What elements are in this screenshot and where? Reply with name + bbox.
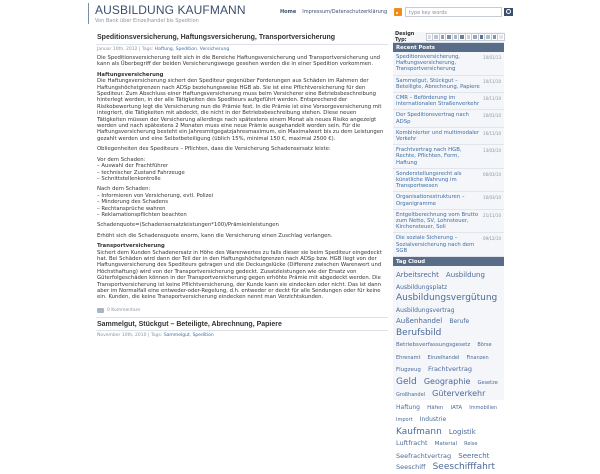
tag-cloud-link[interactable]: Börse [477, 342, 492, 349]
nav-impressum[interactable]: Impressum/Datenschutzerklärung [302, 9, 388, 15]
recent-post-date: 21/11/10 [483, 212, 501, 218]
design-swatch[interactable] [466, 34, 472, 40]
design-swatch[interactable] [479, 34, 485, 40]
brand[interactable] [88, 3, 246, 24]
paragraph: Schadenquote=(Schadensersatzleistungen*100)/Prämieinleistungen [97, 222, 279, 229]
tag-cloud-link[interactable]: Frachtvertrag [428, 365, 473, 374]
post-body [96, 54, 388, 306]
tag-cloud-link[interactable]: Import [396, 417, 413, 424]
tag-cloud-link[interactable]: Flugzeug [396, 367, 421, 374]
recent-post-date: 13/03/10 [483, 148, 501, 154]
recent-post-item[interactable] [393, 110, 504, 127]
tag-cloud-link[interactable]: Haftung [396, 403, 420, 411]
paragraph: Die Speditionsversicherung teilt sich in die Bereiche Haftungsversicherung und Transportversicherung und kann als Überbegriff der beiden Versicherungswege gesehen werden die in einer Spedition vorkommen. [97, 55, 381, 68]
paragraph: Nach dem Schaden: – Informieren von Versicherung, evtl. Polizei – Minderung des Schadens – Rechtansprüche wahren – Reklamationspflichten beachten [97, 186, 214, 218]
recent-post-title[interactable]: Sonderstellungsrecht als künstliche Wahrung im Transportwesen [396, 170, 462, 190]
tag-cloud-link[interactable]: Außenhandel [396, 317, 443, 326]
recent-post-date: 10/01/13 [483, 55, 501, 60]
tag-link[interactable]: Sammelgut [163, 332, 190, 338]
tag-cloud-link[interactable]: Häfen [427, 404, 444, 411]
design-swatch[interactable] [446, 34, 452, 40]
recent-posts-heading: Recent Posts [393, 43, 504, 52]
tag-cloud-link[interactable]: Einzelhandel [427, 354, 460, 361]
tag-cloud-link[interactable]: Ausbildung [445, 271, 485, 280]
recent-post-title[interactable]: Der Speditionsvertrag nach ADSp [396, 112, 469, 125]
design-swatch[interactable] [427, 34, 433, 40]
recent-post-title[interactable]: Entgeltberechnung vom Brutto zum Netto, SV, Lohnsteuer, Kirchensteuer, Soli [396, 211, 479, 231]
tag-cloud-link[interactable]: Seefrachtvertrag [396, 451, 452, 460]
top-nav [280, 9, 387, 15]
recent-post-item[interactable] [393, 192, 504, 209]
site-subtitle: Von Bank über Einzelhandel bis Spedition [95, 18, 199, 24]
recent-post-date: 10/11/10 [483, 96, 501, 102]
recent-post-title[interactable]: Organisationsstrukturen – Organigramme [396, 194, 465, 207]
recent-post-date: 16/11/10 [483, 130, 501, 136]
paragraph: Obliegenheiten des Spediteurs – Pflichten, dass die Versicherung Schadensersatz leiste: [97, 146, 331, 153]
recent-post-date: 10/01/10 [483, 113, 501, 119]
paragraph: Sichert dem Kunden Schadenersatz in Höhe des Warenwertes zu falls dieser sie beim Spediteur eingedeckt hat. Bei Schäden wird dann der Teil der in den Haftungshöchstgrenzen nach ADSp bzw. HGB liegt von der Haftungsversicherung des Spediteurs getragen und die Deckungslücke (Differenz zwischen Warenwert und Höchsthaftung) wird von der Transportversicherung gedeckt. Zusatzleistungen wie der Ersatz von Güterfolgeschäden können in der Transportversicherung gegen erhöhte Prämie mit abgedeckt werden. Die Transportversicherung ist keine Pflichtversicherung, der Kunde kann sie eindecken oder nicht. Das ist dann aber im Normalfall eine entweder-oder-Regelung, d.h. entweder er deckt für alle Sendungen oder für keine ein. Kunden, die keine Transportversicherung eindecken nennt man Verzichtskunden. [97, 249, 382, 301]
post-title[interactable]: Sammelgut, Stückgut – Beteiligte, Abrechnung, Papiere [96, 318, 388, 331]
tag-cloud-link[interactable]: Geographie [423, 376, 471, 386]
recent-post-title[interactable]: Sammelgut, Stückgut – Beteiligte, Abrechnung, Papiere [396, 77, 480, 90]
tag-cloud-link[interactable]: Industrie [419, 416, 447, 424]
recent-post-title[interactable]: Frachtvertrag nach HGB, Rechte, Pflichten, Form, Haftung [396, 147, 462, 166]
recent-post-item[interactable] [393, 210, 504, 234]
recent-post-item[interactable] [393, 145, 504, 169]
tag-cloud-link[interactable]: Luftfracht [396, 439, 428, 448]
search-input[interactable]: type key words [405, 7, 502, 17]
main-content [96, 32, 388, 400]
tag-cloud-link[interactable]: Ausbildungsvertrag [396, 306, 455, 314]
design-swatch[interactable] [459, 34, 465, 40]
recent-post-date: 10/11/10 [483, 78, 501, 84]
recent-post-date: 06/03/10 [483, 171, 501, 177]
tags-label: Tags: [141, 47, 154, 52]
recent-post-item[interactable] [393, 233, 504, 257]
rss-icon[interactable] [394, 8, 402, 16]
tag-cloud-link[interactable]: Betriebsverfassungsgesetz [396, 342, 471, 349]
recent-post-item[interactable] [393, 169, 504, 193]
tag-cloud-link[interactable]: Immobilien [469, 404, 498, 411]
post-meta: November 10th, 2010 | Tags: Sammelgut, Spedition [97, 332, 214, 338]
design-swatch[interactable] [433, 34, 439, 40]
post-date: Januar 10th, 2012 [97, 47, 138, 52]
tag-cloud-link[interactable]: Ehrenamt [396, 354, 421, 361]
tag-cloud-link[interactable]: Ausbildungsvergütung [396, 293, 498, 304]
tag-cloud-link[interactable]: IATA [450, 404, 463, 411]
design-swatch[interactable] [472, 34, 478, 40]
tag-cloud-link[interactable]: Logistik [448, 427, 476, 436]
tag-cloud-link[interactable]: Seeschifffahrt [432, 462, 496, 473]
post-meta: Januar 10th, 2012 | Tags: Haftung, Spedition, Versicherung [97, 47, 230, 52]
tag-cloud-link[interactable]: Seeschiff [396, 463, 426, 472]
tag-cloud-link[interactable]: Berufe [449, 318, 470, 326]
tag-cloud [393, 266, 504, 474]
tag-cloud-link[interactable]: Güterverkehr [432, 389, 486, 399]
comments-count[interactable]: 0 Kommentare [107, 307, 141, 313]
tag-cloud-link[interactable]: Gesetze [477, 379, 498, 386]
tag-cloud-link[interactable]: Arbeitsrecht [396, 271, 439, 280]
recent-post-item[interactable] [393, 52, 504, 76]
tag-cloud-link[interactable]: Seerecht [458, 451, 490, 460]
tag-link[interactable]: Versicherung [199, 47, 230, 52]
tag-cloud-heading: Tag Cloud [393, 257, 504, 266]
tag-link[interactable]: Haftung [154, 47, 173, 52]
tag-link[interactable]: Spedition [175, 47, 197, 52]
tag-cloud-link[interactable]: Reise [464, 441, 478, 448]
tag-cloud-link[interactable]: Finanzen [466, 354, 489, 361]
recent-post-title[interactable]: Kombinierter und multimodaler Verkehr [396, 129, 480, 143]
recent-post-item[interactable] [393, 93, 504, 110]
design-type-selector [393, 32, 504, 43]
design-swatch[interactable] [485, 34, 491, 40]
recent-post-date: 09/12/10 [483, 236, 501, 242]
sidebar [393, 31, 504, 473]
tags-label: Tags: [150, 332, 163, 338]
comments-link[interactable] [96, 306, 388, 315]
paragraph: Die Haftungsversicherung sichert den Spediteur gegenüber Forderungen aus Schäden im Rahmen der Haftungshöchstgrenzen nach ADSp beziehungsweise HGB ab. Sie ist eine Pflichtversicherung für den Spediteur. Zum Abschluss einer Haftungsversicherung muss beim Versicherer eine Betriebsbeschreibung hinterlegt werden, in der alle Tätigkeiten des Spediteurs aufgeführt werden. Entsprechend der Risikobewertung legt die Versicherung nun die Prämie fest. In die Prämie ist eine Vorsorgeversicherung mit integriert, die Tätigkeiten mit abdeckt, die nicht in der Betriebsbeschreibung stehen. Diese neuen Tätigkeiten müssen der Versicherung allerdings nach spätestens einem Monat als neues Risiko angezeigt werden und nach spätestens 2 Monaten muss eine neue Prämie ausgehandelt worden sein. Für die Haftungsversicherung besteht ein Jahresmitgegatzjahresmaximum, ein Maximalwert bis zu dem Leistungen gezahlt werden und eine Selbstbeteiligung (üblich 15%, minimal 150 €, maximal 2500 €). [97, 78, 384, 142]
section-heading: Haftungsversicherung [97, 71, 164, 78]
tag-cloud-link[interactable]: Kaufmann [396, 426, 442, 437]
post-date: November 10th, 2010 [97, 332, 147, 338]
tag-cloud-link[interactable]: Ausbildungsplatz [396, 283, 448, 291]
nav-home[interactable]: Home [280, 9, 297, 15]
site-title[interactable]: AUSBILDUNG KAUFMANN [95, 3, 246, 17]
paragraph: Erhöht sich die Schadensquote enorm, kann die Versicherung einen Zuschlag verlangen. [97, 232, 333, 239]
recent-post-item[interactable] [393, 76, 504, 93]
tag-cloud-link[interactable]: Geld [396, 376, 417, 387]
design-swatch[interactable] [453, 34, 459, 40]
tag-cloud-link[interactable]: Material [434, 441, 457, 448]
post-title[interactable]: Speditionsversicherung, Haftungsversicherung, Transportversicherung [96, 32, 388, 45]
recent-post-title[interactable]: Die soziale Sicherung – Sozialversicherung nach dem SGB [396, 235, 475, 254]
recent-post-item[interactable] [393, 128, 504, 145]
paragraph: Vor dem Schaden: – Auswahl der Frachtführer – technischer Zustand Fahrzeuge – Schnittstellenkontrolle [97, 156, 185, 182]
recent-posts-list [393, 52, 504, 257]
design-type-label: Design Typ: [395, 31, 415, 43]
design-swatch[interactable] [498, 34, 504, 40]
recent-post-title[interactable]: CMR – Beförderung im internationalen Straßenverkehr [396, 95, 480, 108]
tag-link[interactable]: Spedition [192, 332, 214, 338]
recent-post-date: 10/03/10 [483, 195, 501, 201]
tag-cloud-link[interactable]: Großhandel [396, 392, 426, 399]
section-heading: Transportversicherung [97, 243, 165, 250]
tag-cloud-link[interactable]: Berufsbild [396, 327, 442, 338]
design-swatch[interactable] [492, 34, 498, 40]
site-header [0, 0, 600, 32]
recent-post-title[interactable]: Speditionsversicherung, Haftungsversicherung, Transportversicherung [396, 54, 460, 73]
search-icon[interactable] [504, 8, 513, 16]
comment-icon [97, 308, 104, 313]
design-swatch[interactable] [440, 34, 446, 40]
